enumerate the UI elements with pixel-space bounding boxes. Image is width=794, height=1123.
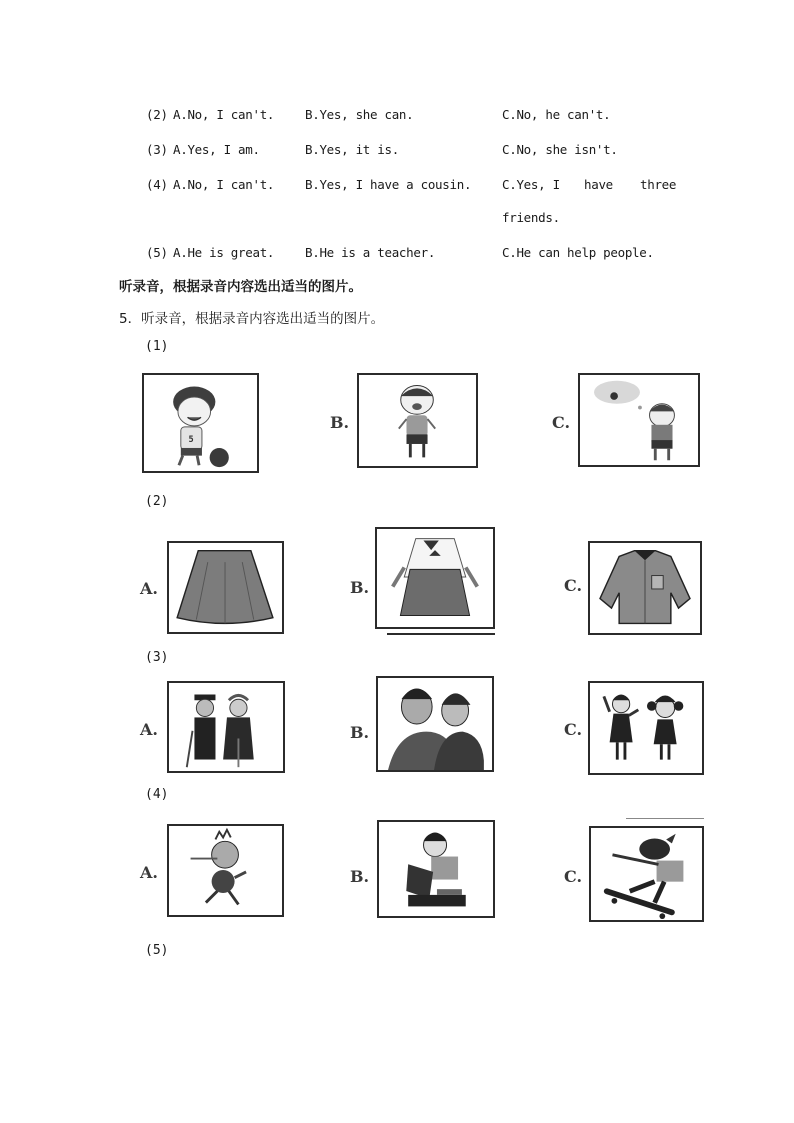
option-letter: A. bbox=[140, 579, 158, 598]
subquestion-number: (1) bbox=[145, 339, 169, 354]
option-letter: B. bbox=[350, 723, 370, 742]
option-a: A.He is great. bbox=[173, 245, 275, 260]
question-5-title: 5．听录音，根据录音内容选出适当的图片。 bbox=[119, 311, 385, 327]
option-image-boy-running[interactable] bbox=[167, 824, 284, 917]
option-a: A.No, I can't. bbox=[173, 107, 275, 122]
option-a: A.Yes, I am. bbox=[173, 142, 260, 157]
grandparents-icon bbox=[169, 683, 283, 771]
svg-text:5: 5 bbox=[188, 435, 194, 446]
subquestion-number: (5) bbox=[145, 943, 169, 958]
option-image-dress[interactable] bbox=[375, 527, 495, 629]
parents-icon bbox=[378, 678, 492, 770]
skirt-icon bbox=[169, 543, 282, 632]
option-letter: B. bbox=[350, 867, 370, 886]
option-letter: B. bbox=[350, 578, 370, 597]
option-letter: A. bbox=[140, 863, 158, 882]
option-image-boy-thinking[interactable] bbox=[578, 373, 700, 467]
option-c: C.No, she isn't. bbox=[502, 142, 618, 157]
option-letter: C. bbox=[564, 720, 583, 739]
option-b: B.Yes, it is. bbox=[305, 142, 399, 157]
boy-running-icon bbox=[169, 826, 282, 915]
girl-skateboarding-icon bbox=[591, 828, 702, 920]
subquestion-number: (4) bbox=[145, 787, 169, 802]
option-c: C.No, he can't. bbox=[502, 107, 611, 122]
frame-edge-line bbox=[387, 633, 495, 635]
option-b: B.Yes, I have a cousin. bbox=[305, 177, 472, 192]
boy-reading-icon bbox=[379, 822, 493, 916]
option-image-grandparents[interactable] bbox=[167, 681, 285, 773]
option-image-skirt[interactable] bbox=[167, 541, 284, 634]
option-letter: B. bbox=[330, 413, 350, 432]
option-letter: C. bbox=[564, 576, 583, 595]
frame-edge-line bbox=[626, 818, 704, 819]
boy-thinking-of-football-icon bbox=[580, 375, 698, 465]
boy-crying-icon bbox=[359, 375, 476, 466]
two-girls-icon bbox=[590, 683, 702, 773]
option-image-girl-skateboarding[interactable] bbox=[589, 826, 704, 922]
option-image-boy-crying[interactable] bbox=[357, 373, 478, 468]
subquestion-number: (3) bbox=[145, 650, 169, 665]
subquestion-number: (2) bbox=[145, 494, 169, 509]
option-c-continuation: friends. bbox=[502, 210, 560, 225]
option-image-two-girls[interactable] bbox=[588, 681, 704, 775]
option-a: A.No, I can't. bbox=[173, 177, 275, 192]
shirt-icon bbox=[590, 543, 700, 633]
option-image-boy-reading[interactable] bbox=[377, 820, 495, 918]
option-c-part3: three bbox=[640, 177, 677, 192]
option-c-part1: C.Yes, I bbox=[502, 177, 560, 192]
option-image-boy-basketball[interactable] bbox=[142, 373, 259, 473]
question-number: (5) bbox=[146, 245, 168, 260]
option-image-shirt[interactable] bbox=[588, 541, 702, 635]
option-letter: C. bbox=[552, 413, 571, 432]
option-b: B.Yes, she can. bbox=[305, 107, 414, 122]
section-heading: 听录音，根据录音内容选出适当的图片。 bbox=[119, 279, 362, 295]
dress-icon bbox=[377, 529, 493, 627]
option-letter: A. bbox=[140, 720, 158, 739]
option-c: C.He can help people. bbox=[502, 245, 654, 260]
option-b: B.He is a teacher. bbox=[305, 245, 436, 260]
question-number: (4) bbox=[146, 177, 168, 192]
question-number: (2) bbox=[146, 107, 168, 122]
boy-with-basketball-icon bbox=[144, 375, 257, 471]
option-letter: C. bbox=[564, 867, 583, 886]
option-image-parents[interactable] bbox=[376, 676, 494, 772]
question-number: (3) bbox=[146, 142, 168, 157]
option-c-part2: have bbox=[584, 177, 613, 192]
